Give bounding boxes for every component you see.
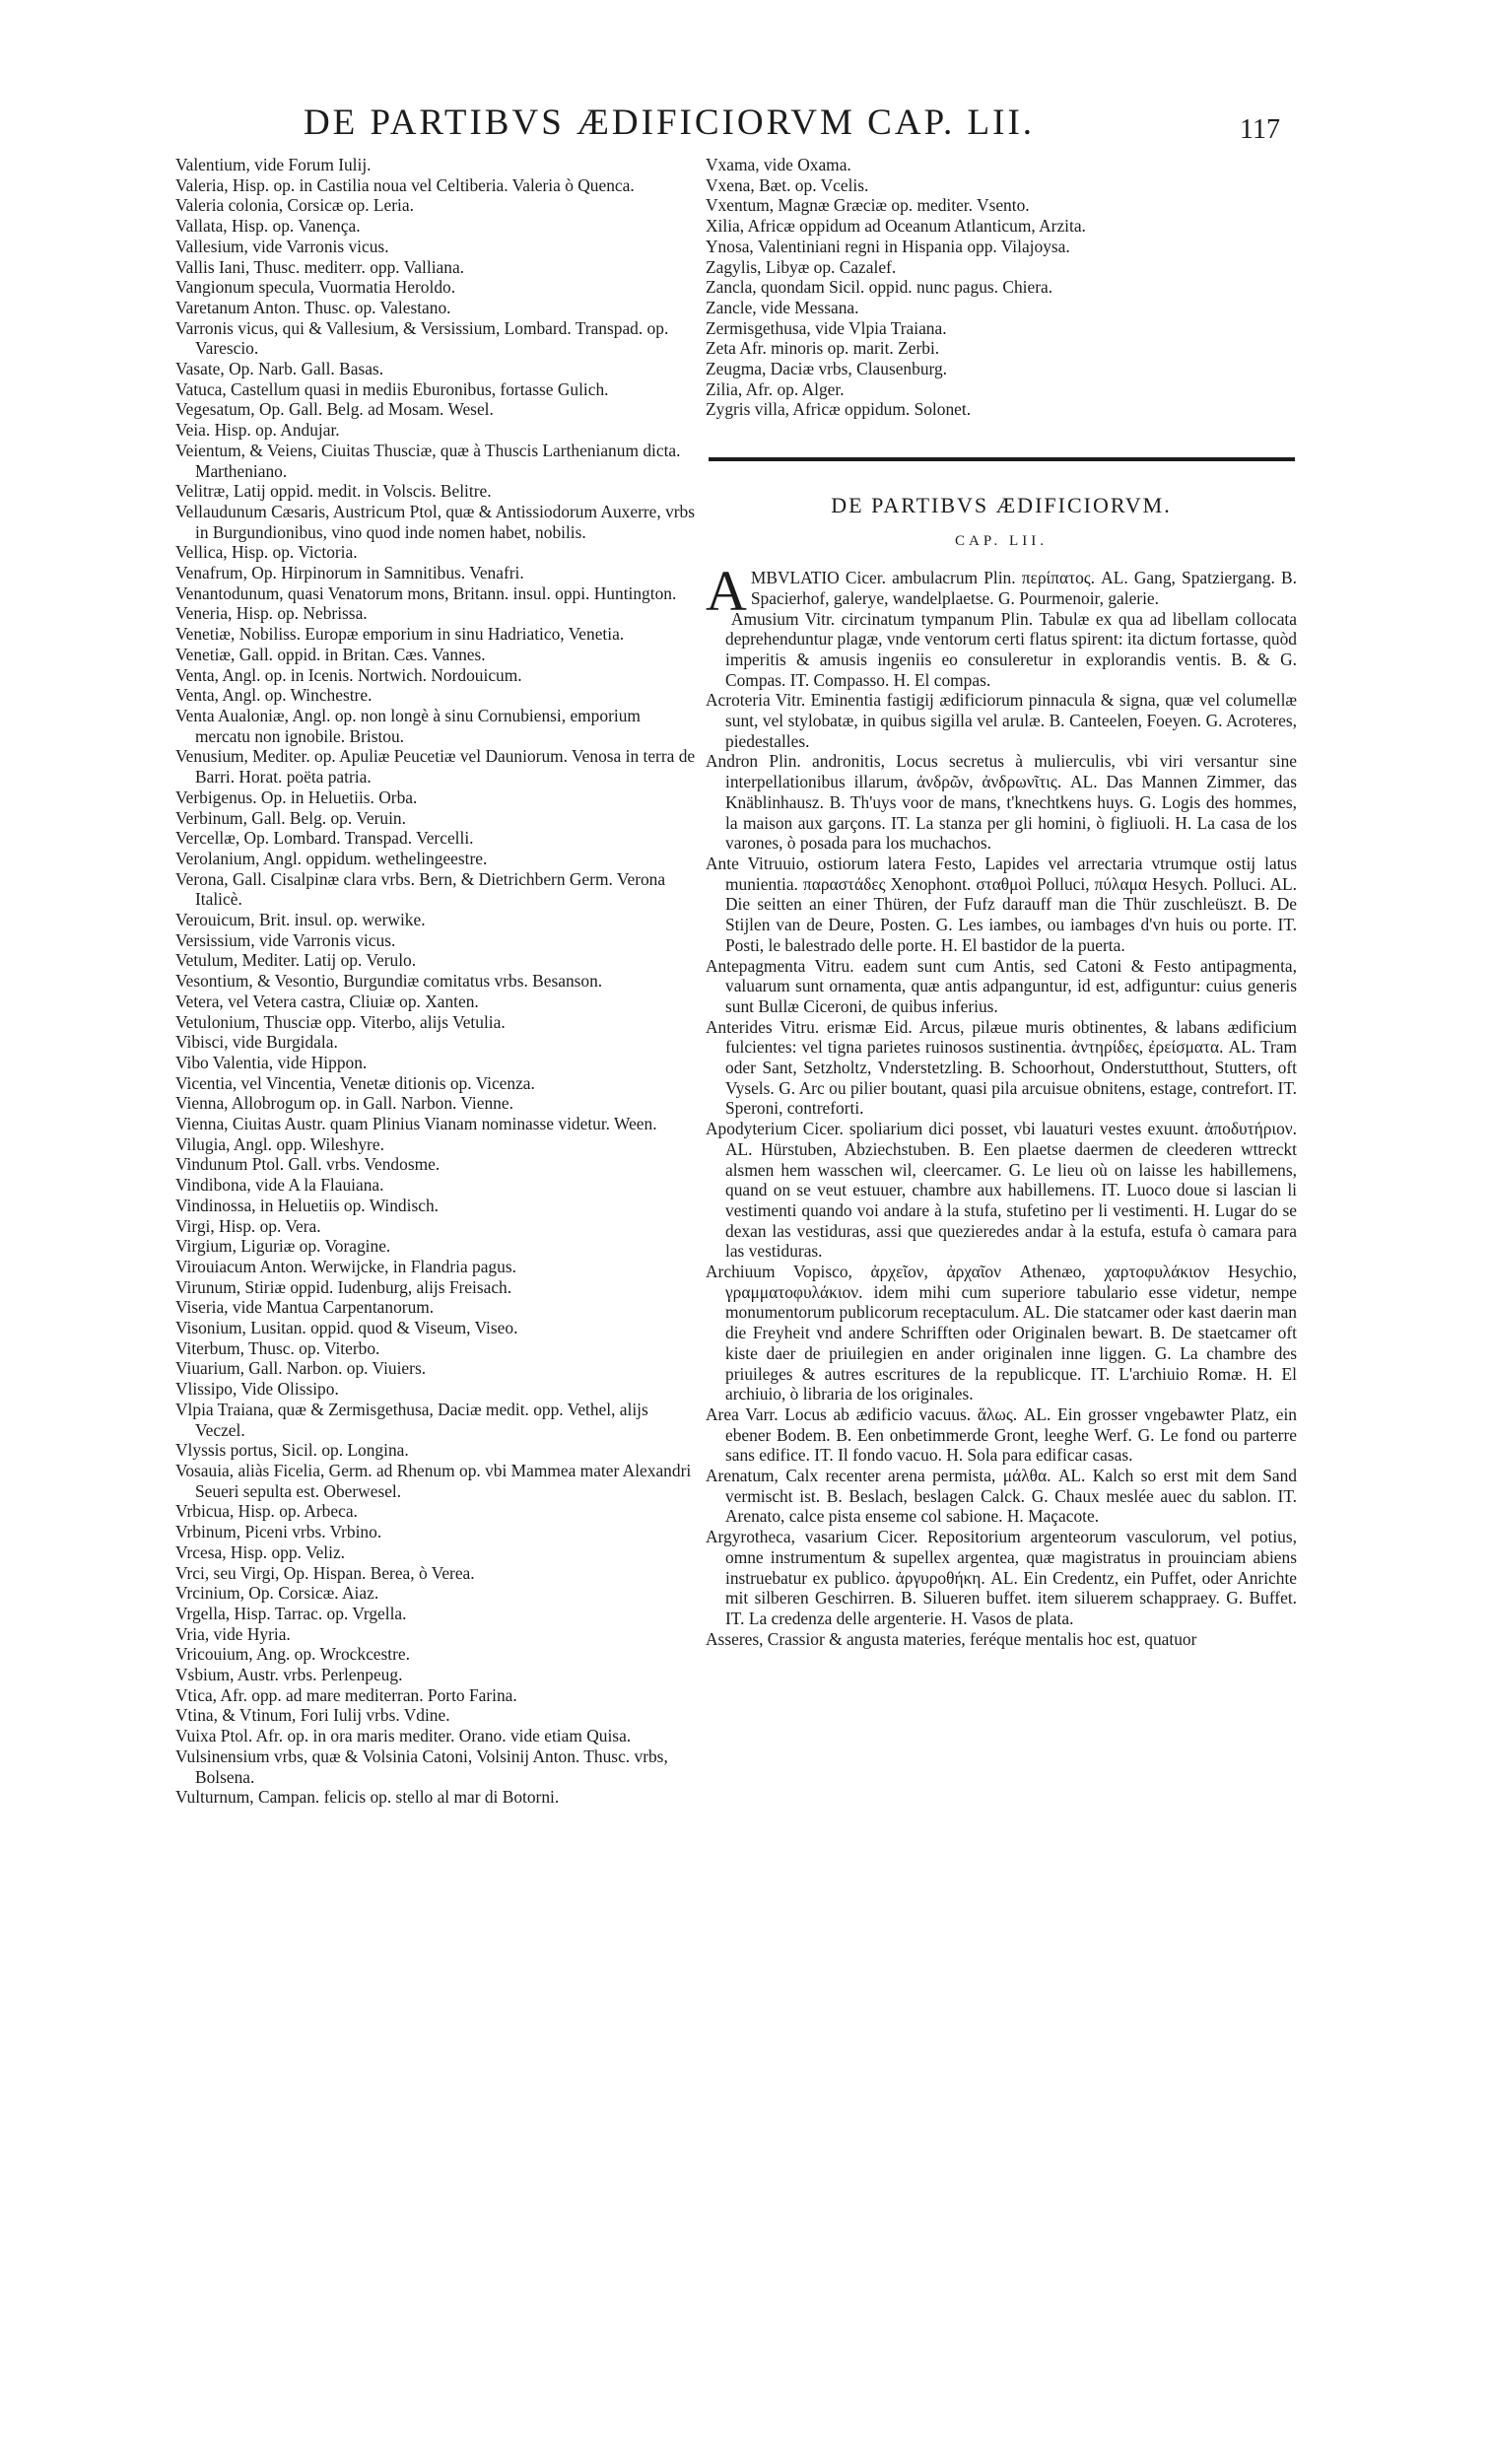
list-item: Vibo Valentia, vide Hippon. xyxy=(175,1052,368,1072)
list-item: Verouicum, Brit. insul. op. werwike. xyxy=(175,910,426,930)
drop-cap: A xyxy=(706,559,747,624)
right-column xyxy=(706,155,1297,1649)
list-item: Zygris villa, Africæ oppidum. Solonet. xyxy=(706,399,972,420)
glossary-entry: Arenatum, Calx recenter arena permista, μάλθα. AL. Kalch so erst mit dem Sand vermischt ist. B. Beslach, beslagen Calck. G. Chaux meslée auec du sablon. IT. Arenato, calce pista enseme col sabione. H. Maçacote. xyxy=(706,1466,1297,1527)
list-item: Viseria, vide Mantua Carpentanorum. xyxy=(175,1297,435,1318)
list-item: Vetulum, Mediter. Latij op. Verulo. xyxy=(175,950,417,971)
list-item: Vellaudunum Cæsaris, Austricum Ptol, quæ & Antissiodorum Auxerre, vrbs in Burgundionibus, vino quod inde nomen habet, nobilis. xyxy=(175,501,696,542)
entry-text: MBVLATIO Cicer. ambulacrum Plin. περίπατος. AL. Gang, Spatziergang. B. Spacierhof, galerye, wandelplaetse. G. Pourmenoir, galerie. xyxy=(750,568,1297,608)
list-item: Vindunum Ptol. Gall. vrbs. Vendosme. xyxy=(175,1154,441,1175)
list-item: Varronis vicus, qui & Vallesium, & Versissium, Lombard. Transpad. op. Varescio. xyxy=(175,317,669,359)
list-item: Venantodunum, quasi Venatorum mons, Britann. insul. oppi. Huntington. xyxy=(175,582,677,603)
list-item: Vxena, Bæt. op. Vcelis. xyxy=(706,174,869,195)
list-item: Vercellæ, Op. Lombard. Transpad. Vercelli. xyxy=(175,828,474,849)
list-item: Zilia, Afr. op. Alger. xyxy=(706,378,845,399)
list-item: Vlpia Traiana, quæ & Zermisgethusa, Daciæ medit. opp. Vethel, alijs Veczel. xyxy=(175,1399,648,1440)
list-item: Vienna, Allobrogum op. in Gall. Narbon. Vienne. xyxy=(175,1093,513,1114)
list-item: Vilugia, Angl. opp. Wileshyre. xyxy=(175,1133,384,1154)
list-item: Veia. Hisp. op. Andujar. xyxy=(175,420,340,441)
list-item: Zeugma, Daciæ vrbs, Clausenburg. xyxy=(706,359,948,379)
chapter-label: CAP. LII. xyxy=(955,533,1048,550)
list-item: Virgi, Hisp. op. Vera. xyxy=(175,1215,321,1236)
glossary-entry: Andron Plin. andronitis, Locus secretus à mulierculis, vbi viri versantur sine interpellationibus illarum, ἀνδρῶν, ἀνδρωνῖτις. AL. Das Mannen Zimmer, das Knäblinhausz. B. Th'uys voor de mans, t'knechtkens huys. G. Logis des hommes, la maison aux garçons. IT. La stanza per gli homini, ò figliuoli. H. La casa de los varones, ò posada para los muchachos. xyxy=(706,751,1297,854)
list-item: Vindinossa, in Heluetiis op. Windisch. xyxy=(175,1195,439,1215)
glossary-entry: Argyrotheca, vasarium Cicer. Repositorium argenteorum vasculorum, vel potius, omne instrumentum & supellex argentea, quæ magistratus in prouinciam abiens instruebatur ex publico. ἀργυροθήκη. AL. Ein Credentz, ein Puffet, oder Anrichte mit silberen Geschirren. B. Silueren buffet. item siluerem schapprae​y. G. Buffet. IT. La credenza delle argenterie. H. Vasos de plata. xyxy=(706,1527,1297,1628)
list-item: Viuarium, Gall. Narbon. op. Viuiers. xyxy=(175,1358,427,1379)
list-item: Vosauia, aliàs Ficelia, Germ. ad Rhenum op. vbi Mammea mater Alexandri Seueri sepulta est. Oberwesel. xyxy=(175,1461,692,1501)
list-item: Vulsinensium vrbs, quæ & Volsinia Catoni, Volsinij Anton. Thusc. vrbs, Bolsena. xyxy=(175,1745,668,1787)
list-item: Zeta Afr. minoris op. marit. Zerbi. xyxy=(706,338,940,359)
glossary-entry: Apodyterium Cicer. spoliarium dici posset, vbi lauaturi vestes exuunt. ἀποδυτήριον. AL. Hürstuben, Abziechstuben. B. Een plaetse daermen de cleederen wttreckt alsmen hem wasschen wil, cleercamer. G. Le lieu où on laisse les habillemens, quand on se veut estuuer, chambre aux habillemens. IT. Luoco doue si lascian li vestimenti quando voi andare à la stufa, stufetino per li vestimenti. H. Lugar do se dexan las vestiduras, assi que quezieredes andar à la estufa, estufa ò camara para las vestiduras. xyxy=(706,1119,1297,1262)
list-item: Vsbium, Austr. vrbs. Perlenpeug. xyxy=(175,1665,403,1685)
list-item: Vallesium, vide Varronis vicus. xyxy=(175,236,389,256)
list-item: Verbigenus. Op. in Heluetiis. Orba. xyxy=(175,787,418,807)
list-item: Venetiæ, Nobiliss. Europæ emporium in sinu Hadriatico, Venetia. xyxy=(175,624,625,645)
list-item: Zancle, vide Messana. xyxy=(706,297,859,317)
list-item: Vindibona, vide A la Flauiana. xyxy=(175,1175,384,1196)
glossary-entry: Area Varr. Locus ab ædificio vacuus. ἅλως. AL. Ein grosser vngebawter Platz, ein ebener Bodem. B. Een onbetimmerde Gront, leeghe Werf. G. Le fond ou parterre sans edifice. IT. Il fondo vacuo. H. Sola para edificar casas. xyxy=(706,1403,1297,1466)
list-item: Versissium, vide Varronis vicus. xyxy=(175,929,396,950)
list-item: Verona, Gall. Cisalpinæ clara vrbs. Bern, & Dietrichbern Germ. Verona Italicè. xyxy=(175,868,666,910)
list-item: Zagylis, Libyæ op. Cazalef. xyxy=(706,256,897,277)
list-item: Virouiacum Anton. Werwijcke, in Flandria pagus. xyxy=(175,1256,516,1276)
list-item: Ynosa, Valentiniani regni in Hispania opp. Vilajoysa. xyxy=(706,236,1070,256)
list-item: Vangionum specula, Vuormatia Heroldo. xyxy=(175,277,456,298)
glossary-entry: Anterides Vitru. erismæ Eid. Arcus, pilæue muris obtinentes, & labans ædificium fulcientes: vel tigna parietes ruinosos sustinentia. ἀντηρίδες, ἐρείσματα. AL. Tram oder Sant, Setzholtz, Vnderstetzling. B. Schoorhout, Onderstutthout, Stutters, oft Vysels. G. Arc ou pilier boutant, quasi pila arcuisue obnitens, estage, contrefort. IT. Speroni, contreforti. xyxy=(706,1016,1297,1119)
list-item: Venetiæ, Gall. oppid. in Britan. Cæs. Vannes. xyxy=(175,644,486,664)
list-item: Virgium, Liguriæ op. Voragine. xyxy=(175,1236,391,1257)
list-item: Venusium, Mediter. op. Apuliæ Peucetiæ vel Dauniorum. Venosa in terra de Barri. Horat. poëta patria. xyxy=(175,746,696,787)
list-item: Venta, Angl. op. in Icenis. Nortwich. Nordouicum. xyxy=(175,664,522,685)
list-item: Veneria, Hisp. op. Nebrissa. xyxy=(175,603,368,624)
running-head: DE PARTIBVS ÆDIFICIORVM CAP. LII. xyxy=(303,103,1036,143)
list-item: Vrcesa, Hisp. opp. Veliz. xyxy=(175,1541,346,1562)
list-item: Visonium, Lusitan. oppid. quod & Viseum, Viseo. xyxy=(175,1318,518,1338)
list-item: Vegesatum, Op. Gall. Belg. ad Mosam. Wesel. xyxy=(175,399,494,420)
list-item: Viterbum, Thusc. op. Viterbo. xyxy=(175,1337,380,1358)
list-item: Vrbicua, Hisp. op. Arbeca. xyxy=(175,1501,358,1522)
list-item: Valentium, vide Forum Iulij. xyxy=(175,155,372,174)
list-item: Vtica, Afr. opp. ad mare mediterran. Porto Farina. xyxy=(175,1684,517,1705)
list-item: Vallata, Hisp. op. Vanença. xyxy=(175,216,361,237)
list-item: Vlissipo, Vide Olissipo. xyxy=(175,1379,339,1400)
glossary-entry: Acroteria Vitr. Eminentia fastigij ædificiorum pinnacula & signa, quæ vel columellæ sunt, vel stylobatæ, in quibus sigilla vel arulæ. B. Canteelen, Foeyen. G. Acroteres, piedestalles. xyxy=(706,690,1297,751)
list-item: Vrcinium, Op. Corsicæ. Aiaz. xyxy=(175,1583,379,1604)
glossary-entry: Ante Vitruuio, ostiorum latera Festo, Lapides vel arrectaria vtrumque ostij latus munientia. παραστάδες Xenophont. σταθμοὶ Polluci, πύλαμα Hesych. Polluci. AL. Die seitten an einer Thüren, der Fufz darauff man die Thür zuschleüszt. B. De Stijlen van de Deure, Posten. G. Les iambes, ou iambages d'vn huis ou porte. IT. Posti, le balestrado delle porte. H. El bastidor de la puerta. xyxy=(706,853,1297,955)
glossary-entry xyxy=(706,559,1297,624)
list-item: Vricouium, Ang. op. Wrockcestre. xyxy=(175,1644,410,1665)
left-column xyxy=(175,155,698,1808)
list-item: Vesontium, & Vesontio, Burgundiæ comitatus vrbs. Besanson. xyxy=(175,971,603,992)
glossary-entry: Archiuum Vopisco, ἀρχεῖον, ἀρχαῖον Athenæo, χαρτοφυλάκιον Hesychio, γραμματοφυλάκιον. idem mihi cum superiore tabulario esse videtur, nempe monumentorum publicorum receptaculum. AL. Die statcamer oder kast daerin man die Freyheit vnd andere Schrifften oder Originalen bewart. B. De staetcamer oft kiste daer de priuilegien en ander originalen inne liggen. G. La chambre des priuileges & autres escritures de la republicque. IT. L'archiuio Romæ. H. El archiuio, ò libraria de los originales. xyxy=(706,1262,1297,1404)
list-item: Verolanium, Angl. oppidum. wethelingeestre. xyxy=(175,848,488,868)
glossary-entry: Amusium Vitr. circinatum tympanum Plin. Tabulæ ex qua ad libellam collocata deprehenduntur plagæ, vnde ventorum certi flatus spirent: ita dictum fortasse, quòd imperitis & amusis ingeniis eo consuleretur in explorandis ventis. B. & G. Compas. IT. Compasso. H. El compas. xyxy=(725,608,1297,690)
list-item: Vria, vide Hyria. xyxy=(175,1623,291,1644)
list-item: Valeria colonia, Corsicæ op. Leria. xyxy=(175,195,414,216)
list-item: Xilia, Africæ oppidum ad Oceanum Atlanticum, Arzita. xyxy=(706,216,1086,237)
list-item: Vellica, Hisp. op. Victoria. xyxy=(175,542,358,563)
glossary-entry: Asseres, Crassior & angusta materies, feréque mentalis hoc est, quatuor xyxy=(706,1628,1197,1649)
list-item: Venta Aualoniæ, Angl. op. non longè à sinu Cornubiensi, emporium mercatu non ignobile. Bristou. xyxy=(175,705,641,746)
list-item: Valeria, Hisp. op. in Castilia noua vel Celtiberia. Valeria ò Quenca. xyxy=(175,174,635,195)
list-item: Vicentia, vel Vincentia, Venetæ ditionis op. Vicenza. xyxy=(175,1072,535,1093)
page-number: 117 xyxy=(1240,114,1280,145)
list-item: Vrci, seu Virgi, Op. Hispan. Berea, ò Verea. xyxy=(175,1562,475,1583)
list-item: Varetanum Anton. Thusc. op. Valestano. xyxy=(175,297,451,317)
list-item: Vallis Iani, Thusc. mediterr. opp. Valliana. xyxy=(175,256,465,277)
list-item: Vtina, & Vtinum, Fori Iulij vrbs. Vdine. xyxy=(175,1705,450,1726)
list-item: Vrbinum, Piceni vrbs. Vrbino. xyxy=(175,1522,382,1542)
list-item: Vibisci, vide Burgidala. xyxy=(175,1032,338,1053)
section-divider xyxy=(709,457,1295,461)
list-item: Vetera, vel Vetera castra, Cliuiæ op. Xanten. xyxy=(175,991,479,1011)
glossary-entry: Antepagmenta Vitru. eadem sunt cum Antis, sed Catoni & Festo antipagmenta, valuarum sunt ornamenta, quæ antis adpanguntur, id est, adfiguntur: cuius generis sunt Bullæ Ciceroni, de quibus inferius. xyxy=(706,955,1297,1016)
list-item: Virunum, Stiriæ oppid. Iudenburg, alijs Freisach. xyxy=(175,1276,512,1297)
list-item: Vuixa Ptol. Afr. op. in ora maris mediter. Orano. vide etiam Quisa. xyxy=(175,1726,632,1746)
list-item: Velitræ, Latij oppid. medit. in Volscis. Belitre. xyxy=(175,481,492,502)
list-item: Vrgella, Hisp. Tarrac. op. Vrgella. xyxy=(175,1603,407,1623)
list-item: Venafrum, Op. Hirpinorum in Samnitibus. Venafri. xyxy=(175,563,524,583)
section-title: DE PARTIBVS ÆDIFICIORVM. xyxy=(831,493,1172,518)
page-header xyxy=(0,99,1492,156)
list-item: Veientum, & Veiens, Ciuitas Thusciæ, quæ à Thuscis Larthenianum dicta. Martheniano. xyxy=(175,440,681,481)
list-item: Vienna, Ciuitas Austr. quam Plinius Vianam nominasse videtur. Ween. xyxy=(175,1114,657,1134)
list-item: Venta, Angl. op. Winchestre. xyxy=(175,685,373,706)
list-item: Vasate, Op. Narb. Gall. Basas. xyxy=(175,359,384,379)
list-item: Vatuca, Castellum quasi in mediis Eburonibus, fortasse Gulich. xyxy=(175,378,609,399)
list-item: Vetulonium, Thusciæ opp. Viterbo, alijs Vetulia. xyxy=(175,1011,506,1032)
list-item: Vulturnum, Campan. felicis op. stello al mar di Botorni. xyxy=(175,1787,560,1808)
list-item: Vlyssis portus, Sicil. op. Longina. xyxy=(175,1440,409,1461)
list-item: Zancla, quondam Sicil. oppid. nunc pagus. Chiera. xyxy=(706,277,1053,298)
list-item: Zermisgethusa, vide Vlpia Traiana. xyxy=(706,317,947,338)
list-item: Vxentum, Magnæ Græciæ op. mediter. Vsento. xyxy=(706,195,1030,216)
list-item: Vxama, vide Oxama. xyxy=(706,155,851,174)
list-item: Verbinum, Gall. Belg. op. Veruin. xyxy=(175,807,406,828)
